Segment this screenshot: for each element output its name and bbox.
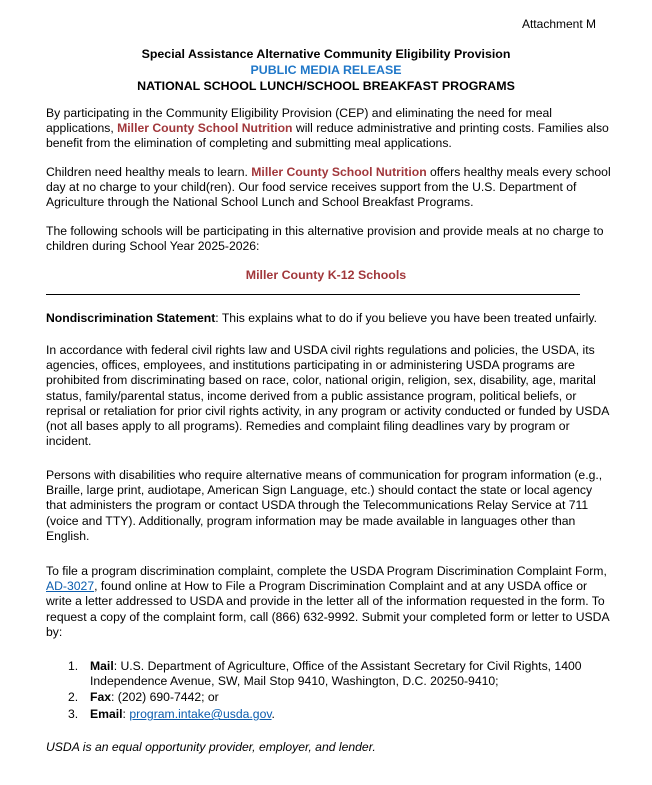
fax-number: : (202) 690-7442; or — [111, 690, 219, 704]
title-line-2: PUBLIC MEDIA RELEASE — [250, 63, 402, 77]
divider-line — [46, 294, 580, 295]
title-line-3: NATIONAL SCHOOL LUNCH/SCHOOL BREAKFAST PROGRAMS — [137, 79, 515, 93]
schools-intro-paragraph: The following schools will be participating in this alternative provision and provide meals at no charge to children during School Year 2025-2026: — [46, 224, 604, 254]
meals-text-a: Children need healthy meals to learn. — [46, 165, 252, 179]
complaint-text-b: , found online at How to File a Program Discrimination Complaint and at any USDA office or write a letter addressed to USDA and provide in the letter all of the information requested in the form. To request a copy of the complaint form, call (866) 632-9992. Submit your completed form or letter to USDA by: — [46, 579, 609, 639]
complaint-text-a: To file a program discrimination complaint, complete the USDA Program Discrimination Complaint Form, — [46, 564, 607, 578]
civil-rights-paragraph: In accordance with federal civil rights law and USDA civil rights regulations and policies, the USDA, its agencies, offices, employees, and institutions participating in or administering USDA programs are prohibited from discriminating based on race, color, national origin, religion, sex, disability, age, marital status, family/parental status, income derived from a public assistance program, political beliefs, or reprisal or retaliation for prior civil rights activity, in any program or activity conducted or funded by USDA (not all bases apply to all programs). Remedies and complaint filing deadlines vary by program or incident. — [46, 343, 609, 449]
equal-opportunity-statement: USDA is an equal opportunity provider, employer, and lender. — [46, 740, 376, 754]
district-name: Miller County School Nutrition — [117, 121, 293, 136]
intro-text-a: By participating in the Community Eligibility Provision (CEP) and eliminating the need for meal applications, — [46, 106, 553, 136]
list-body — [90, 659, 611, 689]
list-body — [90, 690, 611, 705]
email-tail: . — [271, 707, 275, 721]
intro-text-b: will reduce administrative and printing costs. Families also benefit from the elimination of completing and submitting meal applications. — [46, 121, 609, 151]
nondiscrimination-text: : This explains what to do if you believe you have been treated unfairly. — [215, 311, 597, 325]
fax-label: Fax — [90, 690, 112, 704]
attachment-label: Attachment M — [521, 17, 596, 31]
meals-text-b: offers healthy meals every school day at no charge to your child(ren). Our food service receives support from the U.S. Department of Agriculture through the National School Lunch and School Breakfast Programs. — [46, 165, 611, 210]
district-name-2: Miller County School Nutrition — [251, 165, 427, 179]
schools-heading: Miller County K-12 Schools — [245, 268, 407, 282]
email-label: Email — [90, 707, 123, 721]
mail-label: Mail — [90, 659, 114, 673]
list-number: 3. — [68, 707, 79, 721]
title-line-1: Special Assistance Alternative Community Eligibility Provision — [141, 47, 511, 61]
list-number: 2. — [68, 690, 79, 704]
meals-paragraph — [46, 165, 611, 211]
email-link[interactable]: program.intake@usda.gov — [129, 707, 272, 721]
disabilities-paragraph: Persons with disabilities who require alternative means of communication for program information (e.g., Braille, large print, audiotape, American Sign Language, etc.) should contact the state or local agency that administers the program or contact USDA through the Telecommunications Relay Service at 711 (voice and TTY). Additionally, program information may be made available in languages other than English. — [46, 468, 603, 543]
list-number: 1. — [68, 659, 79, 673]
list-body — [90, 707, 611, 722]
complaint-paragraph — [46, 564, 611, 640]
mail-address: : U.S. Department of Agriculture, Office of the Assistant Secretary for Civil Rights, 1400 Independence Avenue, SW, Mail Stop 9410, Washington, D.C. 20250-9410; — [90, 659, 582, 689]
intro-paragraph — [46, 106, 611, 152]
nondiscrimination-label: Nondiscrimination Statement — [46, 311, 216, 325]
email-sep: : — [122, 707, 130, 721]
ad-3027-link[interactable]: AD-3027 — [46, 579, 95, 594]
nondiscrimination-heading — [46, 311, 611, 326]
